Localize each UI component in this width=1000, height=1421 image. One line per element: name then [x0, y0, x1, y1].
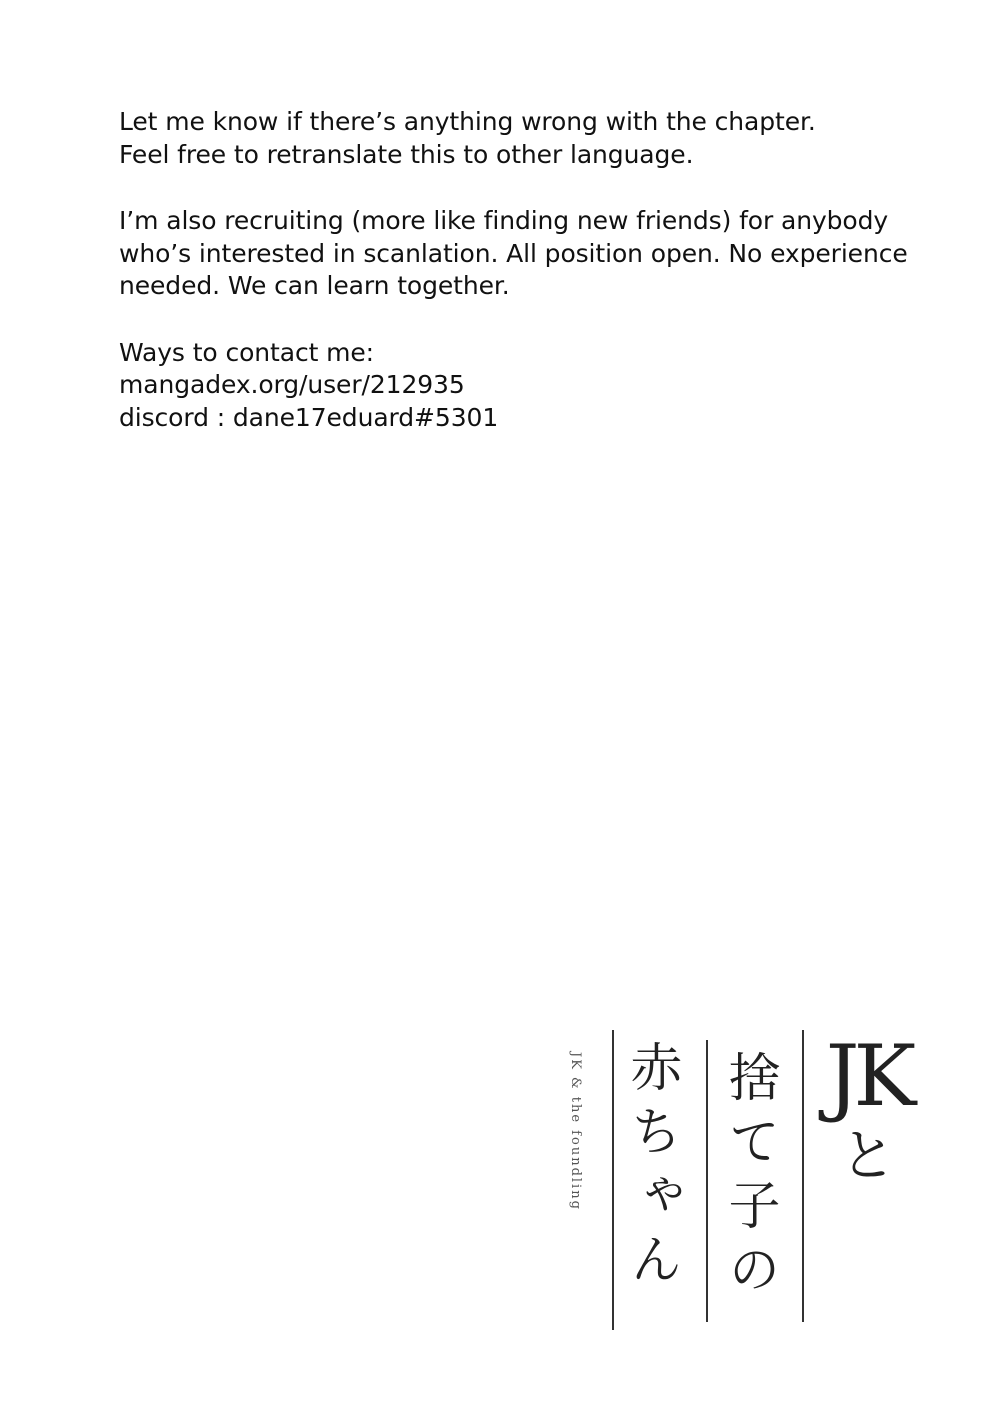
logo-divider — [706, 1040, 708, 1322]
title-sutego: 捨て子の — [719, 1050, 779, 1306]
note-line: needed. We can learn together. — [119, 271, 510, 300]
logo-divider — [612, 1030, 614, 1330]
note-paragraph-feedback — [119, 106, 919, 171]
contact-mangadex: mangadex.org/user/212935 — [119, 370, 465, 399]
translator-notes — [119, 106, 919, 468]
title-to: と — [840, 1124, 896, 1189]
note-paragraph-recruiting — [119, 205, 919, 303]
note-line: Feel free to retranslate this to other language. — [119, 139, 694, 169]
note-line: I’m also recruiting (more like finding new friends) for anybody — [119, 206, 889, 235]
title-jk-to — [808, 1027, 928, 1192]
note-line: Let me know if there’s anything wrong with the chapter. — [119, 107, 816, 136]
contact-heading: Ways to contact me: — [119, 337, 375, 367]
title-jk: JK — [825, 1027, 911, 1125]
title-english: JK & the foundling — [568, 1052, 583, 1211]
note-line: who’s interested in scanlation. All position open. No experience — [119, 238, 908, 268]
logo-divider — [802, 1030, 804, 1322]
note-paragraph-contact — [119, 337, 919, 435]
title-akachan: 赤ちゃん — [621, 1040, 681, 1296]
contact-discord: discord : dane17eduard#5301 — [119, 402, 499, 432]
title-logo — [560, 1027, 940, 1340]
